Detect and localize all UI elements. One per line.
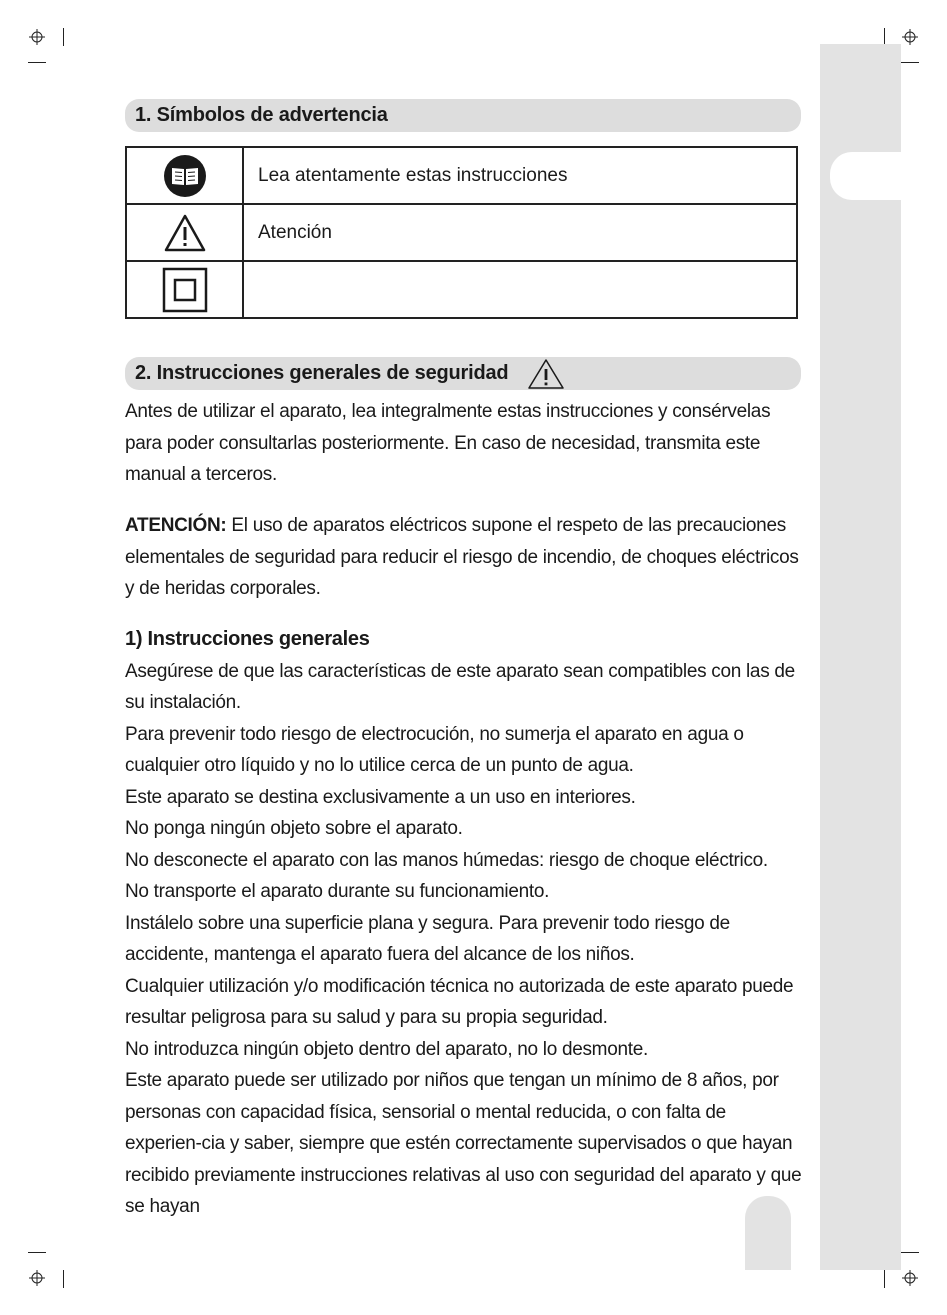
registration-mark-icon [29, 1270, 45, 1286]
symbol-description: Lea atentamente estas instrucciones [243, 147, 797, 204]
side-language-tab [830, 152, 901, 200]
paragraph: Este aparato se destina exclusivamente a un uso en interiores. [125, 786, 636, 808]
paragraph: No introduzca ningún objeto dentro del aparato, no lo desmonte. [125, 1038, 648, 1060]
paragraph: No ponga ningún objeto sobre el aparato. [125, 818, 463, 839]
subheading: 1) Instrucciones generales [125, 628, 370, 650]
crop-mark [28, 1252, 46, 1253]
symbol-cell [126, 204, 243, 261]
table-row [126, 204, 797, 261]
paragraph: Asegúrese de que las características de este aparato sean compatibles con las de su instalación. [125, 660, 795, 713]
crop-mark [884, 1270, 885, 1288]
registration-mark-icon [29, 29, 45, 45]
warning-triangle-icon [163, 213, 207, 253]
section-heading-warning-symbols [125, 99, 801, 132]
paragraph: Antes de utilizar el aparato, lea integralmente estas instrucciones y consérvelas para poder consultarlas posteriormente. En caso de necesidad, transmita este manual a terceros. [125, 401, 771, 485]
side-language-strip [820, 44, 901, 1270]
paragraph: No desconecte el aparato con las manos húmedas: riesgo de choque eléctrico. [125, 849, 768, 871]
attention-paragraph [125, 510, 805, 605]
crop-mark [901, 62, 919, 63]
table-row [126, 147, 797, 204]
crop-mark [63, 28, 64, 46]
crop-mark [63, 1270, 64, 1288]
paragraph: Este aparato puede ser utilizado por niños que tengan un mínimo de 8 años, por personas con capacidad física, sensorial o mental reducida, o con falta de experien-cia y saber, siempre que estén correctamente supervisados o que hayan recibido previamente instrucciones relativas al uso con seguridad del aparato y que se hayan [125, 1070, 802, 1217]
paragraph: No transporte el aparato durante su funcionamiento. [125, 881, 550, 902]
book-icon [163, 154, 207, 198]
symbol-cell [126, 261, 243, 318]
crop-mark [28, 62, 46, 63]
symbol-cell [126, 147, 243, 204]
general-instructions [125, 624, 805, 1223]
paragraph: Para prevenir todo riesgo de electrocución, no sumerja el aparato en agua o cualquier otro líquido y no lo utilice cerca de un punto de agua. [125, 723, 744, 776]
paragraph: Instálelo sobre una superficie plana y segura. Para prevenir todo riesgo de accidente, mantenga el aparato fuera del alcance de los niños. [125, 912, 730, 965]
registration-mark-icon [902, 29, 918, 45]
symbol-description: Atención [243, 204, 797, 261]
warning-triangle-icon [526, 358, 566, 390]
symbol-description [243, 261, 797, 318]
section-heading-general-safety [125, 357, 801, 390]
warning-symbols-table [125, 146, 798, 319]
intro-paragraph [125, 396, 805, 491]
attention-text: El uso de aparatos eléctricos supone el respeto de las precauciones elementales de seguridad para reducir el riesgo de incendio, de choques eléctricos y de heridas corporales. [125, 515, 799, 599]
table-row [126, 261, 797, 318]
registration-mark-icon [902, 1270, 918, 1286]
attention-label: ATENCIÓN: [125, 515, 227, 536]
paragraph [125, 510, 805, 605]
section-title: 1. Símbolos de advertencia [135, 104, 388, 126]
section-title: 2. Instrucciones generales de seguridad [135, 362, 509, 384]
paragraph: Cualquier utilización y/o modificación técnica no autorizada de este aparato puede resultar peligrosa para su salud y para su propia seguridad. [125, 975, 794, 1028]
crop-mark [901, 1252, 919, 1253]
double-insulation-icon [162, 267, 208, 313]
